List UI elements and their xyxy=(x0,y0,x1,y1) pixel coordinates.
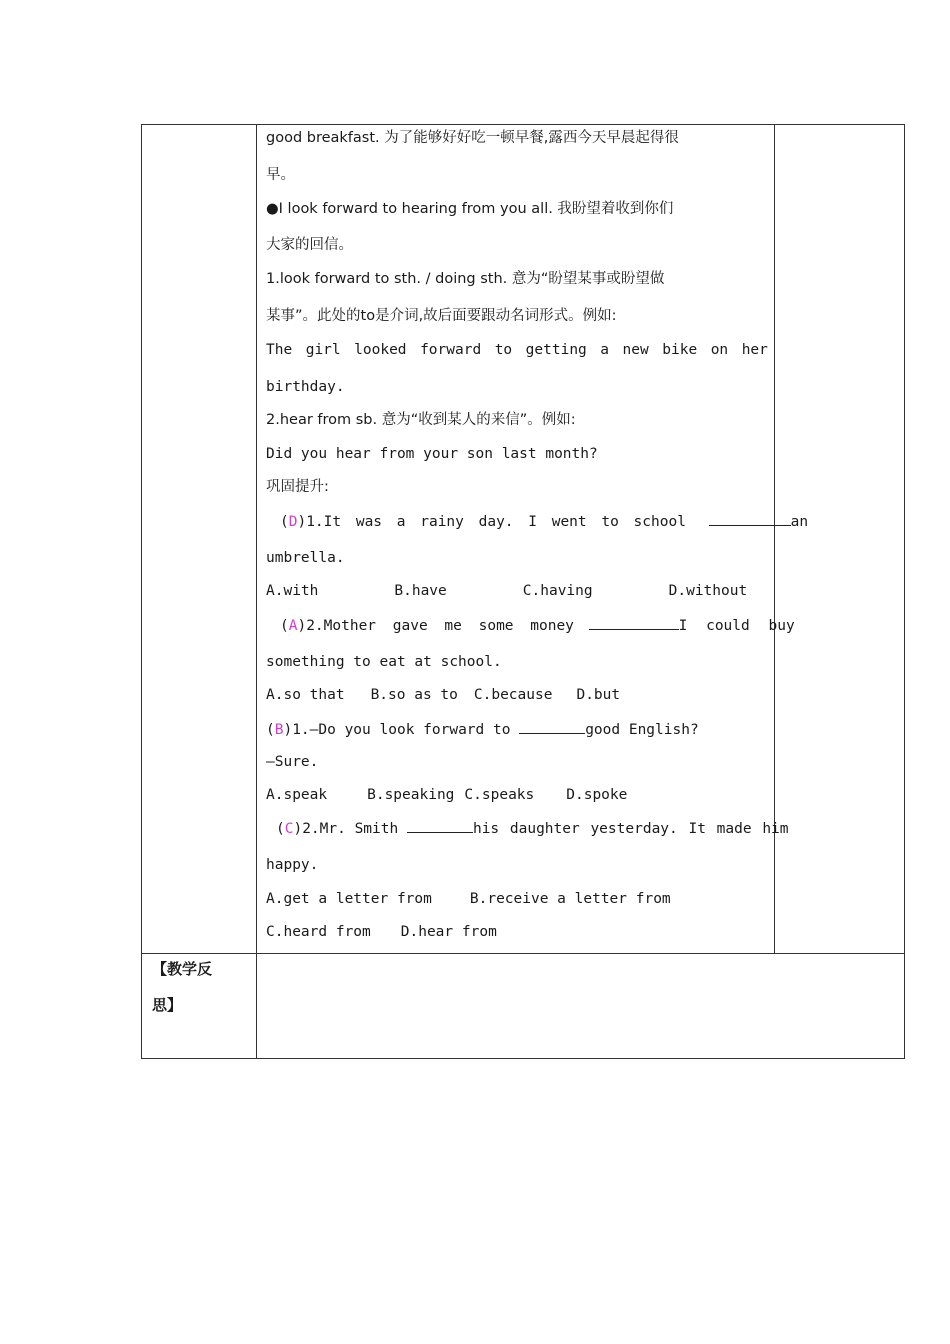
question-2-text: 2.Mother gave me some money xyxy=(306,618,574,634)
question-2 xyxy=(280,615,795,636)
text-line-6: 某事”。此处的to是介词,故后面要跟动名词形式。例如: xyxy=(266,308,617,324)
option-1: A.with xyxy=(266,583,319,599)
option-4: D.but xyxy=(576,687,621,703)
text-line-5: 1.look forward to sth. / doing sth. 意为“盼望某事或盼望做 xyxy=(266,271,665,287)
option-2: D.hear from xyxy=(400,924,497,940)
question-3-text: 1.—Do you look forward to xyxy=(292,722,511,738)
example-word: her xyxy=(741,342,768,358)
question-1-cont: umbrella. xyxy=(266,550,345,566)
text-line-4: 大家的回信。 xyxy=(266,237,353,253)
answer-blank xyxy=(589,615,679,630)
answer-q2: A xyxy=(288,618,298,634)
answer-q4: C xyxy=(284,821,294,837)
paren-close: ) xyxy=(283,722,293,738)
question-1-text: 1.It was a rainy day. I went to school xyxy=(306,514,686,530)
example-word: getting xyxy=(525,342,587,358)
question-4-options-row1 xyxy=(266,889,768,909)
example-word: on xyxy=(710,342,729,358)
option-3: C.having xyxy=(522,583,593,599)
example-word: forward xyxy=(420,342,482,358)
option-1: C.heard from xyxy=(266,924,371,940)
example-word: The xyxy=(266,342,293,358)
answer-blank xyxy=(407,818,473,833)
option-2: B.have xyxy=(394,583,447,599)
paren-open: ( xyxy=(280,618,289,634)
question-4 xyxy=(276,818,789,839)
option-1: A.get a letter from xyxy=(266,891,432,907)
paren-close: ) xyxy=(297,514,307,530)
section-heading-consolidate: 巩固提升: xyxy=(266,479,329,495)
paren-open: ( xyxy=(266,722,275,738)
row-divider xyxy=(142,953,904,954)
text-line-1: good breakfast. 为了能够好好吃一顿早餐,露西今天早晨起得很 xyxy=(266,130,679,146)
question-1-options xyxy=(266,581,768,601)
question-3 xyxy=(266,719,768,740)
question-1-tail: an xyxy=(790,514,809,530)
question-3-tail: good English? xyxy=(585,722,699,738)
paren-open: ( xyxy=(276,821,285,837)
option-2: B.so as to xyxy=(370,687,458,703)
answer-q3: B xyxy=(274,722,284,738)
text-line-3: ●I look forward to hearing from you all. 我盼望着收到你们 xyxy=(266,201,674,217)
option-1: A.speak xyxy=(266,787,328,803)
reflection-label-line2: 思】 xyxy=(152,996,183,1014)
question-2-cont: something to eat at school. xyxy=(266,654,502,670)
example-word: new xyxy=(622,342,649,358)
reflection-label-line1: 【教学反 xyxy=(152,960,213,978)
example-sentence-2: Did you hear from your son last month? xyxy=(266,446,598,462)
answer-blank xyxy=(709,511,791,526)
example-word: to xyxy=(494,342,513,358)
column-divider-left xyxy=(256,125,257,1058)
question-3-cont: —Sure. xyxy=(266,754,319,770)
example-word: girl xyxy=(305,342,341,358)
option-2: B.receive a letter from xyxy=(469,891,671,907)
answer-blank xyxy=(519,719,585,734)
option-1: A.so that xyxy=(266,687,345,703)
example-sentence-1 xyxy=(266,340,768,360)
question-4-tail: his daughter yesterday. It made him xyxy=(472,821,789,837)
question-2-options xyxy=(266,685,768,705)
option-2: B.speaking xyxy=(367,787,455,803)
option-3: C.because xyxy=(473,687,553,703)
option-4: D.spoke xyxy=(566,787,628,803)
question-4-text: 2.Mr. Smith xyxy=(302,821,399,837)
paren-open: ( xyxy=(280,514,289,530)
question-3-options xyxy=(266,785,768,805)
paren-close: ) xyxy=(297,618,307,634)
answer-q1: D xyxy=(288,514,298,530)
option-3: C.speaks xyxy=(464,787,535,803)
question-2-tail: I could buy xyxy=(678,618,795,634)
example-word: bike xyxy=(662,342,698,358)
question-4-options-row2 xyxy=(266,922,768,942)
question-4-cont: happy. xyxy=(266,857,319,873)
example-word: a xyxy=(600,342,610,358)
question-1 xyxy=(280,511,809,532)
option-4: D.without xyxy=(668,583,748,599)
example-sentence-1-cont: birthday. xyxy=(266,379,345,395)
text-line-9: 2.hear from sb. 意为“收到某人的来信”。例如: xyxy=(266,412,576,428)
paren-close: ) xyxy=(293,821,303,837)
example-word: looked xyxy=(354,342,407,358)
lesson-table xyxy=(141,124,905,1059)
text-line-2: 早。 xyxy=(266,167,295,183)
